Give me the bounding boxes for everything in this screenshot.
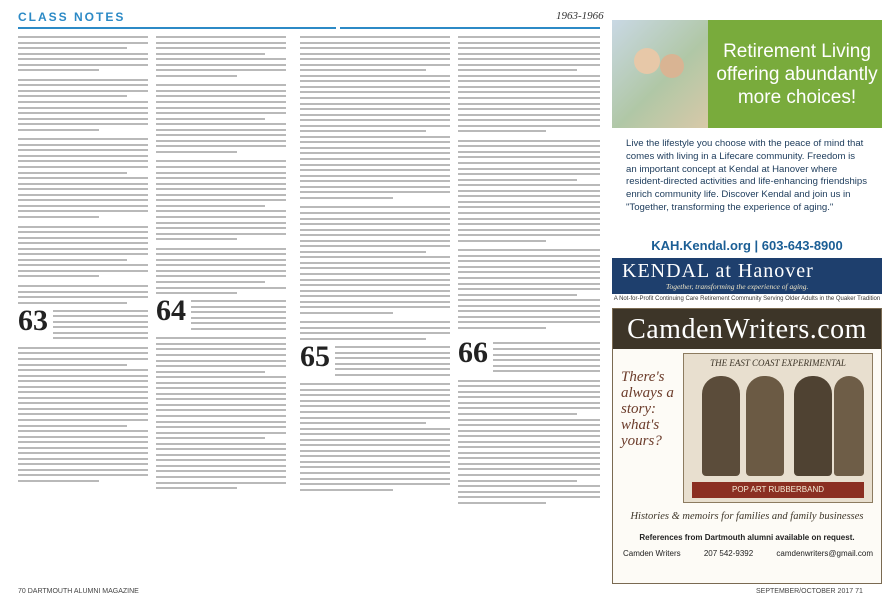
poster-footer: POP ART RUBBERBAND [692, 482, 864, 498]
class-1964-block [156, 294, 286, 333]
section-title: CLASS NOTES [18, 10, 126, 24]
retirement-ad-body: Live the lifestyle you choose with the peace of mind that comes with living in a Lifecare community. Freedom is an important concept at Kendal at Hanover where resident-directed activities and life-enhancing friendships enrich community life. Discover Kendal and join us in "Together, transforming the experience of aging." [626, 138, 868, 213]
class-year-range: 1963-1966 [556, 10, 604, 22]
camden-title-bar [613, 309, 881, 349]
retirement-ad[interactable] [612, 20, 882, 255]
camden-contact-row [623, 549, 873, 558]
kendal-logo-bar [612, 258, 882, 294]
class-1963-block [18, 303, 148, 343]
camden-references: References from Dartmouth alumni available on request. [639, 533, 855, 542]
camden-writers-ad[interactable] [612, 308, 882, 584]
header-rule-right [340, 27, 600, 29]
poster-heading: THE EAST COAST EXPERIMENTAL [710, 358, 846, 368]
page-footer [0, 586, 896, 600]
class-year-number: 66 [458, 336, 488, 370]
kendal-logo: KENDAL at Hanover [622, 260, 814, 282]
residents-photo [612, 20, 708, 128]
footer-right: SEPTEMBER/OCTOBER 2017 71 [756, 588, 863, 595]
text-column-3 [300, 36, 450, 568]
camden-contact-name: Camden Writers [623, 549, 681, 558]
class-year-number: 65 [300, 339, 330, 373]
camden-subtitle: Histories & memoirs for families and family businesses [630, 511, 864, 522]
text-column-1 [18, 36, 148, 568]
text-column-2 [156, 36, 286, 568]
retirement-ad-headline: Retirement Living offering abundantly more choices! [716, 41, 878, 108]
class-year-number: 64 [156, 294, 186, 328]
class-1965-block [300, 339, 450, 379]
camden-quote: There's always a story: what's yours? [621, 369, 674, 449]
camden-contact-phone[interactable]: 207 542-9392 [703, 549, 754, 558]
header-rule-left [18, 27, 336, 29]
text-column-4 [458, 36, 600, 568]
kendal-footnote: A Not-for-Profit Continuing Care Retirement Community Serving Older Adults in the Quaker Tradition [613, 296, 881, 302]
kendal-tagline: Together, transforming the experience of aging. [666, 282, 809, 291]
band-poster-image [683, 353, 873, 503]
retirement-ad-contact-link[interactable]: KAH.Kendal.org | 603-643-8900 [651, 238, 843, 253]
camden-contact-email[interactable]: camdenwriters@gmail.com [776, 549, 873, 558]
retirement-ad-banner [612, 20, 882, 128]
camden-title[interactable]: CamdenWriters.com [627, 314, 867, 345]
footer-left: 70 DARTMOUTH ALUMNI MAGAZINE [18, 588, 139, 595]
class-year-number: 63 [18, 303, 48, 337]
class-1966-block [458, 336, 600, 375]
